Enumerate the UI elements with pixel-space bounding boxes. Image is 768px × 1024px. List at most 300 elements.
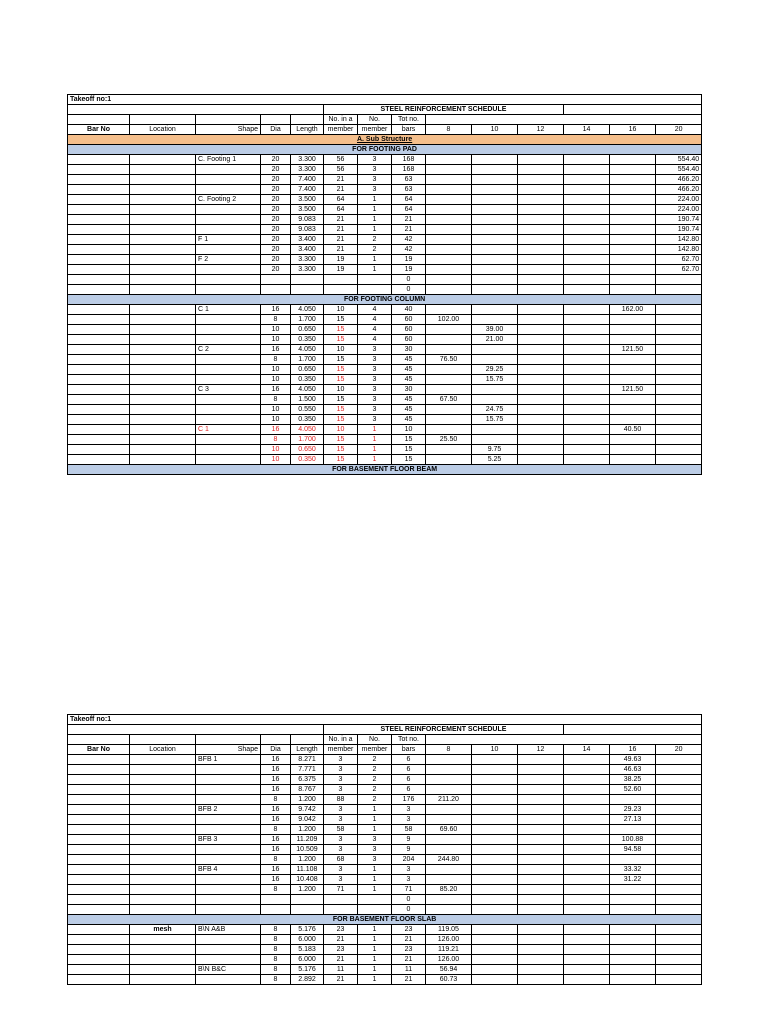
weight-d8-cell: [426, 845, 472, 855]
no-in-member-cell: [324, 895, 358, 905]
weight-d8-cell: 67.50: [426, 395, 472, 405]
weight-d20-cell: [656, 365, 702, 375]
weight-d8-cell: [426, 185, 472, 195]
weight-d14-cell: [564, 445, 610, 455]
tot-bars-cell: 0: [392, 275, 426, 285]
no-member-cell: 1: [358, 965, 392, 975]
no-in-member-cell: 3: [324, 815, 358, 825]
no-member-cell: 1: [358, 435, 392, 445]
bar-no-cell: [68, 755, 130, 765]
weight-d12-cell: [518, 335, 564, 345]
dia-cell: 20: [261, 225, 291, 235]
tot-bars-cell: 21: [392, 955, 426, 965]
header-shape: Shape: [196, 745, 261, 755]
length-cell: 3.400: [291, 245, 324, 255]
location-cell: [130, 455, 196, 465]
shape-cell: [196, 285, 261, 295]
weight-d20-cell: [656, 815, 702, 825]
no-in-member-cell: 10: [324, 425, 358, 435]
weight-d8-cell: [426, 415, 472, 425]
weight-d20-cell: [656, 425, 702, 435]
length-cell: 4.050: [291, 385, 324, 395]
location-cell: [130, 315, 196, 325]
dia-cell: 8: [261, 965, 291, 975]
shape-cell: [196, 335, 261, 345]
length-cell: 1.700: [291, 315, 324, 325]
weight-d8-cell: [426, 815, 472, 825]
location-cell: [130, 935, 196, 945]
weight-d10-cell: [472, 765, 518, 775]
weight-d10-cell: [472, 165, 518, 175]
weight-d14-cell: [564, 385, 610, 395]
weight-d8-cell: [426, 275, 472, 285]
tot-bars-cell: 168: [392, 165, 426, 175]
weight-d16-cell: [610, 235, 656, 245]
weight-d20-cell: 554.40: [656, 165, 702, 175]
weight-d14-cell: [564, 815, 610, 825]
bar-no-cell: [68, 765, 130, 775]
header-blank: [291, 115, 324, 125]
shape-cell: [196, 765, 261, 775]
weight-d12-cell: [518, 205, 564, 215]
tot-bars-cell: 45: [392, 355, 426, 365]
weight-d10-cell: [472, 795, 518, 805]
no-member-cell: 1: [358, 885, 392, 895]
weight-d20-cell: [656, 975, 702, 985]
weight-d14-cell: [564, 305, 610, 315]
shape-cell: [196, 795, 261, 805]
shape-cell: [196, 395, 261, 405]
table-row: [68, 885, 702, 895]
shape-cell: [196, 205, 261, 215]
no-member-cell: 3: [358, 365, 392, 375]
header-dia-d20: 20: [656, 745, 702, 755]
weight-d16-cell: [610, 215, 656, 225]
shape-cell: [196, 325, 261, 335]
weight-d16-cell: 52.60: [610, 785, 656, 795]
header-tot-bars-2: bars: [392, 125, 426, 135]
weight-d14-cell: [564, 825, 610, 835]
no-in-member-cell: 3: [324, 785, 358, 795]
location-cell: [130, 265, 196, 275]
weight-d12-cell: [518, 285, 564, 295]
weight-d10-cell: 15.75: [472, 375, 518, 385]
weight-d20-cell: [656, 895, 702, 905]
weight-d12-cell: [518, 245, 564, 255]
shape-cell: [196, 415, 261, 425]
dia-cell: 10: [261, 335, 291, 345]
section-band: FOR FOOTING PAD: [68, 145, 702, 155]
weight-d14-cell: [564, 785, 610, 795]
tot-bars-cell: 21: [392, 935, 426, 945]
no-member-cell: 2: [358, 235, 392, 245]
weight-d20-cell: [656, 955, 702, 965]
tot-bars-cell: 6: [392, 785, 426, 795]
weight-d16-cell: [610, 175, 656, 185]
weight-d16-cell: [610, 285, 656, 295]
no-member-cell: 1: [358, 955, 392, 965]
table-row: [68, 975, 702, 985]
weight-d12-cell: [518, 835, 564, 845]
tot-bars-cell: 3: [392, 805, 426, 815]
weight-d20-cell: [656, 845, 702, 855]
no-in-member-cell: 15: [324, 445, 358, 455]
weight-d12-cell: [518, 865, 564, 875]
weight-d8-cell: [426, 265, 472, 275]
length-cell: 3.500: [291, 205, 324, 215]
header-no-member-2: member: [358, 745, 392, 755]
tot-bars-cell: 40: [392, 305, 426, 315]
header-dia-d12: 12: [518, 745, 564, 755]
weight-d14-cell: [564, 205, 610, 215]
location-cell: [130, 435, 196, 445]
location-cell: mesh: [130, 925, 196, 935]
weight-d12-cell: [518, 765, 564, 775]
shape-cell: [196, 375, 261, 385]
weight-d16-cell: [610, 975, 656, 985]
dia-cell: 8: [261, 395, 291, 405]
no-in-member-cell: 21: [324, 955, 358, 965]
location-cell: [130, 345, 196, 355]
weight-d16-cell: [610, 825, 656, 835]
location-cell: [130, 365, 196, 375]
header-blank: [261, 115, 291, 125]
tot-bars-cell: 0: [392, 905, 426, 915]
no-in-member-cell: 15: [324, 315, 358, 325]
bar-no-cell: [68, 235, 130, 245]
shape-cell: [196, 895, 261, 905]
table-row: [68, 915, 702, 925]
header-tot-bars: Tot no.: [392, 735, 426, 745]
bar-no-cell: [68, 155, 130, 165]
weight-d12-cell: [518, 305, 564, 315]
no-member-cell: [358, 275, 392, 285]
no-in-member-cell: 3: [324, 865, 358, 875]
no-member-cell: 2: [358, 765, 392, 775]
no-in-member-cell: 10: [324, 305, 358, 315]
weight-d16-cell: [610, 415, 656, 425]
bar-no-cell: [68, 855, 130, 865]
weight-d14-cell: [564, 215, 610, 225]
weight-d14-cell: [564, 895, 610, 905]
weight-d14-cell: [564, 325, 610, 335]
weight-d12-cell: [518, 825, 564, 835]
no-member-cell: 2: [358, 795, 392, 805]
header-dia-d8: 8: [426, 745, 472, 755]
title-right-blank: [564, 105, 702, 115]
tot-bars-cell: 21: [392, 975, 426, 985]
length-cell: 1.200: [291, 885, 324, 895]
weight-d8-cell: 119.05: [426, 925, 472, 935]
table-row: [68, 405, 702, 415]
weight-d10-cell: [472, 835, 518, 845]
table-row: [68, 215, 702, 225]
header-dia-d20: 20: [656, 125, 702, 135]
dia-cell: [261, 275, 291, 285]
weight-d20-cell: [656, 335, 702, 345]
title-right-blank: [564, 725, 702, 735]
weight-d8-cell: [426, 865, 472, 875]
bar-no-cell: [68, 415, 130, 425]
weight-d8-cell: [426, 305, 472, 315]
header-dia: Dia: [261, 745, 291, 755]
weight-d14-cell: [564, 395, 610, 405]
table-row: [68, 385, 702, 395]
no-member-cell: 3: [358, 185, 392, 195]
no-in-member-cell: 88: [324, 795, 358, 805]
no-in-member-cell: 56: [324, 155, 358, 165]
bar-no-cell: [68, 425, 130, 435]
weight-d8-cell: 126.00: [426, 935, 472, 945]
weight-d12-cell: [518, 445, 564, 455]
weight-d10-cell: [472, 175, 518, 185]
weight-d12-cell: [518, 395, 564, 405]
weight-d10-cell: [472, 755, 518, 765]
tot-bars-cell: 63: [392, 185, 426, 195]
weight-d12-cell: [518, 795, 564, 805]
tot-bars-cell: 11: [392, 965, 426, 975]
weight-d20-cell: 62.70: [656, 255, 702, 265]
no-in-member-cell: [324, 275, 358, 285]
no-in-member-cell: 3: [324, 845, 358, 855]
weight-d20-cell: [656, 445, 702, 455]
weight-d14-cell: [564, 415, 610, 425]
no-in-member-cell: 19: [324, 265, 358, 275]
dia-cell: 16: [261, 425, 291, 435]
dia-cell: 8: [261, 925, 291, 935]
weight-d14-cell: [564, 775, 610, 785]
schedule-title: STEEL REINFORCEMENT SCHEDULE: [324, 105, 564, 115]
no-in-member-cell: 21: [324, 215, 358, 225]
weight-d14-cell: [564, 905, 610, 915]
weight-d16-cell: [610, 165, 656, 175]
weight-d8-cell: 76.50: [426, 355, 472, 365]
no-member-cell: 1: [358, 815, 392, 825]
weight-d16-cell: [610, 255, 656, 265]
schedule-table: [67, 94, 702, 475]
shape-cell: [196, 825, 261, 835]
weight-d20-cell: [656, 405, 702, 415]
length-cell: [291, 275, 324, 285]
table-row: [68, 365, 702, 375]
dia-cell: 16: [261, 305, 291, 315]
length-cell: 9.083: [291, 225, 324, 235]
weight-d12-cell: [518, 405, 564, 415]
weight-d8-cell: 211.20: [426, 795, 472, 805]
table-row: [68, 315, 702, 325]
weight-d12-cell: [518, 775, 564, 785]
shape-cell: BFB 1: [196, 755, 261, 765]
location-cell: [130, 755, 196, 765]
weight-d10-cell: [472, 815, 518, 825]
bar-no-cell: [68, 175, 130, 185]
weight-d8-cell: [426, 755, 472, 765]
weight-d14-cell: [564, 155, 610, 165]
bar-no-cell: [68, 875, 130, 885]
weight-d20-cell: [656, 855, 702, 865]
tot-bars-cell: 64: [392, 205, 426, 215]
no-in-member-cell: 15: [324, 435, 358, 445]
location-cell: [130, 975, 196, 985]
weight-d12-cell: [518, 855, 564, 865]
bar-no-cell: [68, 355, 130, 365]
bar-no-cell: [68, 925, 130, 935]
header-dia-d12: 12: [518, 125, 564, 135]
no-member-cell: 1: [358, 255, 392, 265]
tot-bars-cell: 45: [392, 395, 426, 405]
weight-d10-cell: [472, 905, 518, 915]
weight-d16-cell: [610, 395, 656, 405]
weight-d10-cell: [472, 215, 518, 225]
no-in-member-cell: 21: [324, 225, 358, 235]
weight-d14-cell: [564, 955, 610, 965]
shape-cell: [196, 215, 261, 225]
weight-d12-cell: [518, 955, 564, 965]
table-row: [68, 455, 702, 465]
weight-d10-cell: [472, 965, 518, 975]
tot-bars-cell: 19: [392, 255, 426, 265]
table-row: [68, 395, 702, 405]
weight-d20-cell: 190.74: [656, 215, 702, 225]
bar-no-cell: [68, 775, 130, 785]
weight-d16-cell: [610, 885, 656, 895]
no-in-member-cell: 10: [324, 385, 358, 395]
table-row: [68, 175, 702, 185]
no-in-member-cell: 21: [324, 975, 358, 985]
weight-d8-cell: [426, 895, 472, 905]
bar-no-cell: [68, 455, 130, 465]
weight-d16-cell: [610, 945, 656, 955]
no-member-cell: 3: [358, 385, 392, 395]
weight-d16-cell: [610, 315, 656, 325]
location-cell: [130, 385, 196, 395]
no-in-member-cell: [324, 905, 358, 915]
weight-d12-cell: [518, 235, 564, 245]
weight-d10-cell: [472, 265, 518, 275]
weight-d10-cell: [472, 955, 518, 965]
dia-cell: 16: [261, 875, 291, 885]
length-cell: 0.350: [291, 455, 324, 465]
dia-cell: 16: [261, 835, 291, 845]
length-cell: 0.350: [291, 335, 324, 345]
bar-no-cell: [68, 375, 130, 385]
location-cell: [130, 155, 196, 165]
header-blank: [130, 735, 196, 745]
no-member-cell: 3: [358, 375, 392, 385]
location-cell: [130, 955, 196, 965]
weight-d8-cell: 56.94: [426, 965, 472, 975]
location-cell: [130, 785, 196, 795]
weight-d20-cell: [656, 765, 702, 775]
weight-d20-cell: [656, 865, 702, 875]
length-cell: 10.408: [291, 875, 324, 885]
no-in-member-cell: 15: [324, 415, 358, 425]
weight-d16-cell: [610, 455, 656, 465]
shape-cell: [196, 185, 261, 195]
dia-cell: 8: [261, 955, 291, 965]
weight-d20-cell: [656, 805, 702, 815]
header-blank: [261, 735, 291, 745]
bar-no-cell: [68, 835, 130, 845]
weight-d12-cell: [518, 805, 564, 815]
weight-d14-cell: [564, 225, 610, 235]
weight-d16-cell: [610, 245, 656, 255]
dia-cell: 8: [261, 935, 291, 945]
weight-d10-cell: [472, 855, 518, 865]
weight-d20-cell: [656, 315, 702, 325]
header-dia: Dia: [261, 125, 291, 135]
header-dia-d14: 14: [564, 125, 610, 135]
weight-d12-cell: [518, 875, 564, 885]
weight-d8-cell: [426, 155, 472, 165]
location-cell: [130, 175, 196, 185]
length-cell: 3.300: [291, 155, 324, 165]
length-cell: 1.200: [291, 825, 324, 835]
shape-cell: [196, 875, 261, 885]
weight-d14-cell: [564, 965, 610, 975]
weight-d10-cell: [472, 225, 518, 235]
weight-d10-cell: [472, 785, 518, 795]
weight-d8-cell: [426, 835, 472, 845]
weight-d10-cell: [472, 155, 518, 165]
header-bar-no: Bar No: [68, 745, 130, 755]
weight-d12-cell: [518, 895, 564, 905]
bar-no-cell: [68, 225, 130, 235]
header-dia-d10: 10: [472, 745, 518, 755]
weight-d10-cell: 15.75: [472, 415, 518, 425]
weight-d8-cell: [426, 775, 472, 785]
weight-d10-cell: 39.00: [472, 325, 518, 335]
table-row: [68, 445, 702, 455]
weight-d8-cell: [426, 805, 472, 815]
header-blank: [68, 115, 130, 125]
bar-no-cell: [68, 955, 130, 965]
shape-cell: C 1: [196, 305, 261, 315]
header-dia-d10: 10: [472, 125, 518, 135]
dia-cell: 10: [261, 375, 291, 385]
weight-d8-cell: [426, 285, 472, 295]
no-member-cell: 3: [358, 175, 392, 185]
length-cell: 3.300: [291, 265, 324, 275]
weight-d10-cell: [472, 425, 518, 435]
weight-d14-cell: [564, 195, 610, 205]
weight-d16-cell: [610, 905, 656, 915]
table-row: [68, 305, 702, 315]
bar-no-cell: [68, 825, 130, 835]
bar-no-cell: [68, 275, 130, 285]
no-member-cell: 1: [358, 195, 392, 205]
weight-d14-cell: [564, 975, 610, 985]
header-no-in-member: No. in a: [324, 115, 358, 125]
length-cell: 10.509: [291, 845, 324, 855]
table-row: [68, 895, 702, 905]
no-member-cell: 1: [358, 975, 392, 985]
weight-d14-cell: [564, 455, 610, 465]
no-in-member-cell: 3: [324, 765, 358, 775]
table-row: [68, 155, 702, 165]
weight-d8-cell: [426, 905, 472, 915]
dia-cell: 20: [261, 155, 291, 165]
weight-d14-cell: [564, 435, 610, 445]
dia-cell: 10: [261, 325, 291, 335]
weight-d8-cell: [426, 205, 472, 215]
weight-d12-cell: [518, 155, 564, 165]
table-row: [68, 815, 702, 825]
length-cell: [291, 905, 324, 915]
weight-d20-cell: [656, 275, 702, 285]
length-cell: 6.000: [291, 955, 324, 965]
weight-d12-cell: [518, 345, 564, 355]
